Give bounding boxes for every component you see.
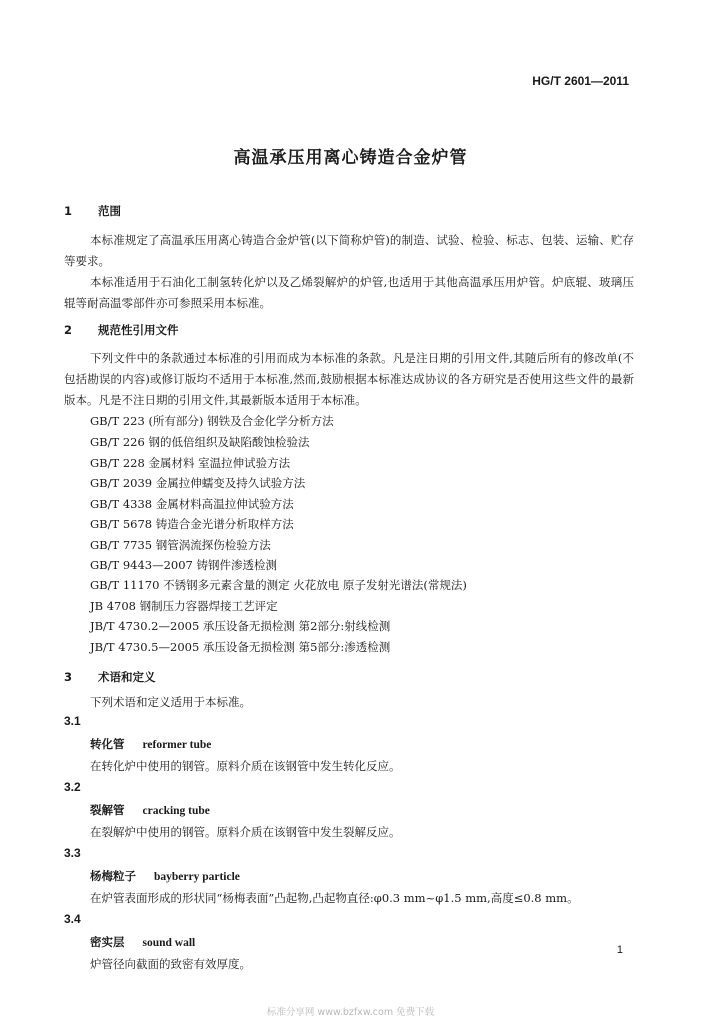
reference-item: JB 4708 钢制压力容器焊接工艺评定 [90,599,278,613]
term-chinese: 裂解管 [90,803,125,817]
term-chinese: 杨梅粒子 [90,869,136,883]
term-number: 3.3 [64,846,81,860]
term-english: reformer tube [142,739,212,751]
term-english: cracking tube [142,805,210,817]
normative-refs-intro: 下列文件中的条款通过本标准的引用而成为本标准的条款。凡是注日期的引用文件,其随后所有的修改单(不包括勘误的内容)或修订版均不适用于本标准,然而,鼓励根据本标准达成协议的各方研究是否使用这些文件的最新版本。凡是不注日期的引用文件,其最新版本适用于本标准。 [64,351,634,407]
section-2-heading [64,322,179,338]
section-1-heading [64,203,121,219]
terms-intro: 下列术语和定义适用于本标准。 [90,695,251,709]
term-chinese: 密实层 [90,935,125,949]
reference-item: GB/T 2039 金属拉伸蠕变及持久试验方法 [90,476,306,490]
term-definition: 在炉管表面形成的形状同“杨梅表面”凸起物,凸起物直径:φ0.3 mm~φ1.5 mm,高度≤0.8 mm。 [90,891,579,905]
term-english: bayberry particle [154,871,240,883]
term-number: 3.4 [64,912,81,926]
standard-code: HG/T 2601—2011 [532,74,629,88]
term-definition: 炉管径向截面的致密有效厚度。 [90,957,251,971]
reference-item: GB/T 11170 不锈钢多元素含量的测定 火花放电 原子发射光谱法(常规法) [90,578,467,592]
term-definition: 在转化炉中使用的钢管。原料介质在该钢管中发生转化反应。 [90,759,401,773]
term-number: 3.1 [64,714,81,728]
term-definition: 在裂解炉中使用的钢管。原料介质在该钢管中发生裂解反应。 [90,825,401,839]
section-number: 3 [64,670,73,684]
scope-paragraph-1: 本标准规定了高温承压用离心铸造合金炉管(以下简称炉管)的制造、试验、检验、标志、包装、运输、贮存等要求。 [64,233,634,268]
reference-item: GB/T 223 (所有部分) 钢铁及合金化学分析方法 [90,414,334,428]
section-number: 2 [64,323,73,337]
reference-item: JB/T 4730.2—2005 承压设备无损检测 第2部分:射线检测 [90,619,391,633]
term-name [90,736,211,752]
section-title: 范围 [98,204,122,218]
reference-item: GB/T 5678 铸造合金光谱分析取样方法 [90,517,294,531]
term-english: sound wall [142,937,196,949]
reference-item: GB/T 4338 金属材料高温拉伸试验方法 [90,497,294,511]
term-name [90,802,210,818]
reference-item: JB/T 4730.5—2005 承压设备无损检测 第5部分:渗透检测 [90,640,391,654]
site-watermark: 标准分享网 www.bzfxw.com 免费下载 [266,1007,435,1018]
section-3-heading [64,669,156,685]
term-number: 3.2 [64,780,81,794]
reference-item: GB/T 228 金属材料 室温拉伸试验方法 [90,456,291,470]
reference-item: GB/T 226 钢的低倍组织及缺陷酸蚀检验法 [90,435,310,449]
term-name [90,934,195,950]
section-number: 1 [64,204,73,218]
section-title: 规范性引用文件 [98,323,179,337]
reference-item: GB/T 7735 钢管涡流探伤检验方法 [90,538,271,552]
scope-paragraph-2: 本标准适用于石油化工制氢转化炉以及乙烯裂解炉的炉管,也适用于其他高温承压用炉管。炉底辊、玻璃压辊等耐高温零部件亦可参照采用本标准。 [64,275,634,310]
section-title: 术语和定义 [98,670,156,684]
term-name [90,868,240,884]
page-number: 1 [616,944,623,956]
reference-item: GB/T 9443—2007 铸钢件渗透检测 [90,558,278,572]
term-chinese: 转化管 [90,737,125,751]
document-title: 高温承压用离心铸造合金炉管 [233,148,468,168]
